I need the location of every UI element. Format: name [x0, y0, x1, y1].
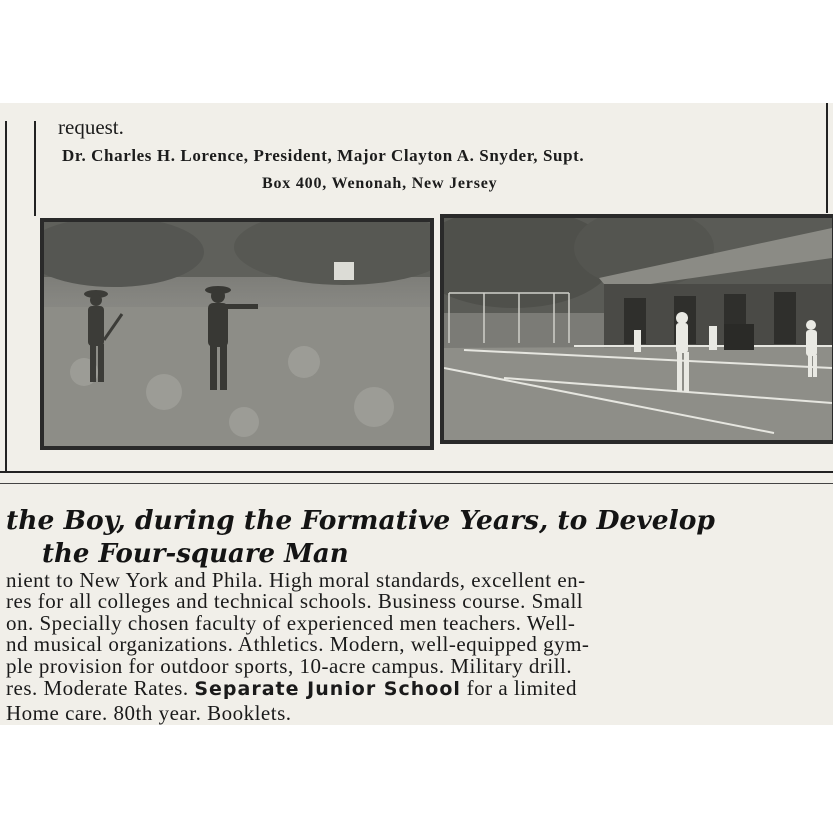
- junior-school-suffix: for a limited: [466, 676, 577, 700]
- ad-body-line-6: [6, 676, 577, 701]
- ad-body-line-3: on. Specially chosen faculty of experienced men teachers. Well-: [6, 611, 576, 635]
- ad-body-line-2: res for all colleges and technical schools. Business course. Small: [6, 589, 584, 613]
- request-text: request.: [58, 115, 124, 139]
- inner-column-rule: [34, 121, 36, 216]
- rifle-practice-illustration: [44, 222, 430, 446]
- ad-body-line-5: ple provision for outdoor sports, 10-acre campus. Military drill.: [6, 654, 573, 678]
- officers-text: Dr. Charles H. Lorence, President, Major Clayton A. Snyder, Supt.: [62, 146, 585, 165]
- section-divider-2: [0, 483, 833, 484]
- moderate-rates-text: res. Moderate Rates.: [6, 676, 189, 700]
- right-column-rule: [826, 103, 828, 213]
- ad-body-line-1: nient to New York and Phila. High moral standards, excellent en-: [6, 568, 586, 592]
- junior-school-text: Separate Junior School: [194, 678, 461, 700]
- address-text: Box 400, Wenonah, New Jersey: [262, 175, 498, 192]
- ad-headline-line-1: the Boy, during the Formative Years, to Develop: [6, 505, 715, 536]
- newspaper-clipping: [0, 103, 833, 725]
- tennis-court-illustration: [444, 218, 832, 440]
- rifle-practice-photo: [40, 218, 434, 450]
- tennis-court-photo: [440, 214, 833, 444]
- ad-headline-line-2: the Four-square Man: [42, 539, 349, 569]
- ad-body-line-4: nd musical organizations. Athletics. Modern, well-equipped gym-: [6, 632, 590, 656]
- section-divider: [0, 471, 833, 473]
- left-column-rule: [5, 121, 7, 471]
- ad-body-line-7: Home care. 80th year. Booklets.: [6, 701, 292, 725]
